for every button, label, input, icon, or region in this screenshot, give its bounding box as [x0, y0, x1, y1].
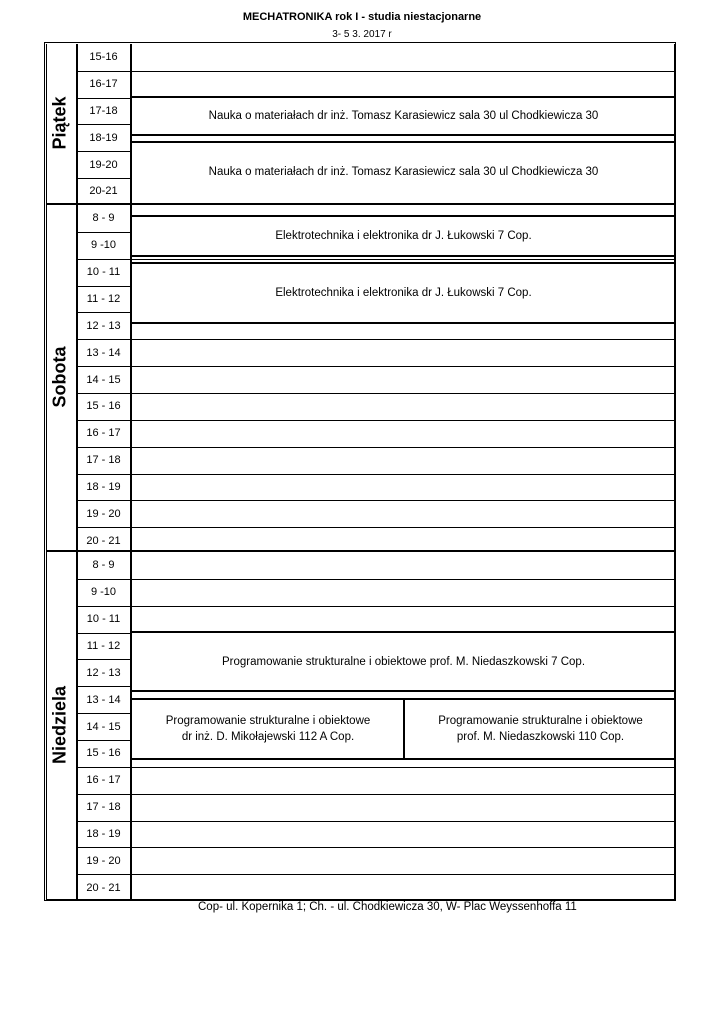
event-line: prof. M. Niedaszkowski 110 Cop.: [456, 731, 625, 743]
row-line: [77, 312, 130, 313]
event-text: Nauka o materiałach dr inż. Tomasz Karasiewicz sala 30 ul Chodkiewicza 30: [208, 110, 599, 122]
row-line: [77, 178, 130, 179]
time-slot-label: 16 - 17: [86, 774, 121, 786]
time-slot-label: 20-21: [89, 185, 118, 197]
row-line: [77, 821, 130, 822]
event-line: Programowanie strukturalne i obiektowe: [165, 715, 371, 727]
time-slot-label: 17-18: [89, 105, 118, 117]
day-label-friday: Piątek: [49, 96, 70, 150]
row-line: [77, 232, 130, 233]
row-line: [77, 847, 130, 848]
row-line: [132, 420, 674, 421]
time-slot-label: 12 - 13: [86, 667, 121, 679]
row-line: [132, 500, 674, 501]
time-slot-label: 19 - 20: [86, 855, 121, 867]
row-line: [77, 874, 130, 875]
time-slot-label: 17 - 18: [86, 454, 121, 466]
row-line: [132, 71, 674, 72]
time-slot-label: 16 - 17: [86, 427, 121, 439]
row-line: [77, 633, 130, 634]
time-slot-label: 11 - 12: [86, 640, 121, 652]
time-slot-label: 19-20: [89, 159, 118, 171]
event-border: [132, 255, 674, 257]
event-friday-2: [132, 143, 675, 200]
row-line: [132, 874, 674, 875]
row-line: [132, 821, 674, 822]
time-slot-label: 15-16: [89, 51, 118, 63]
row-line: [77, 420, 130, 421]
row-line: [132, 339, 674, 340]
event-sunday-1: [132, 633, 675, 690]
time-slot-label: 10 - 11: [86, 613, 121, 625]
row-line: [132, 847, 674, 848]
row-line: [77, 447, 130, 448]
time-slot-label: 19 - 20: [86, 508, 121, 520]
time-slot-label: 13 - 14: [86, 694, 121, 706]
time-slot-label: 20 - 21: [86, 535, 121, 547]
row-line: [77, 366, 130, 367]
event-border: [132, 758, 674, 760]
time-slot-label: 12 - 13: [86, 320, 121, 332]
time-slot-label: 17 - 18: [86, 801, 121, 813]
row-line: [77, 606, 130, 607]
event-border: [132, 322, 674, 324]
row-line: [132, 393, 674, 394]
time-slot-label: 8 - 9: [92, 559, 115, 571]
row-line: [132, 474, 674, 475]
section-divider: [46, 550, 676, 552]
row-line: [77, 500, 130, 501]
time-slot-label: 15 - 16: [86, 400, 121, 412]
time-slot-label: 14 - 15: [86, 374, 121, 386]
time-slot-label: 10 - 11: [86, 266, 121, 278]
event-sunday-2-left: [132, 700, 404, 758]
row-line: [77, 259, 130, 260]
event-saturday-2: [132, 264, 675, 322]
time-slot-label: 9 -10: [90, 586, 117, 598]
event-text: Nauka o materiałach dr inż. Tomasz Karasiewicz sala 30 ul Chodkiewicza 30: [208, 165, 599, 178]
row-line: [132, 447, 674, 448]
row-line: [132, 794, 674, 795]
row-line: [77, 98, 130, 99]
row-line: [77, 151, 130, 152]
event-text: Elektrotechnika i elektronika dr J. Łukowski 7 Cop.: [275, 230, 532, 242]
time-slot-label: 14 - 15: [86, 721, 121, 733]
event-sunday-2-right: [406, 700, 675, 758]
row-line: [77, 474, 130, 475]
grid-line: [76, 44, 78, 900]
row-line: [77, 713, 130, 714]
row-line: [132, 579, 674, 580]
row-line: [132, 606, 674, 607]
time-slot-label: 11 - 12: [86, 293, 121, 305]
footer-legend: Cop- ul. Kopernika 1; Ch. - ul. Chodkiewicza 30, W- Plac Weyssenhoffa 11: [198, 901, 577, 913]
time-slot-label: 8 - 9: [92, 212, 115, 224]
date-range: 3- 5 3. 2017 r: [332, 29, 392, 40]
time-slot-label: 16-17: [89, 78, 118, 90]
row-line: [77, 71, 130, 72]
time-slot-label: 15 - 16: [86, 747, 121, 759]
time-slot-label: 18 - 19: [86, 828, 121, 840]
row-line: [77, 124, 130, 125]
page-title: MECHATRONIKA rok I - studia niestacjonarne: [242, 11, 482, 23]
row-line: [77, 767, 130, 768]
row-line: [77, 686, 130, 687]
event-text: Elektrotechnika i elektronika dr J. Łukowski 7 Cop.: [275, 287, 532, 299]
event-friday-1: [132, 97, 675, 135]
row-line: [77, 527, 130, 528]
time-slot-label: 18 - 19: [86, 481, 121, 493]
time-slot-label: 18-19: [89, 132, 118, 144]
row-line: [77, 794, 130, 795]
row-line: [132, 259, 674, 260]
grid-line: [46, 44, 47, 900]
row-line: [77, 286, 130, 287]
event-text: Programowanie strukturalne i obiektowe prof. M. Niedaszkowski 7 Cop.: [221, 655, 586, 668]
section-divider: [46, 203, 676, 205]
row-line: [77, 393, 130, 394]
event-line: Programowanie strukturalne i obiektowe: [438, 715, 643, 727]
time-slot-label: 20 - 21: [86, 882, 121, 894]
event-saturday-1: [132, 217, 675, 255]
time-slot-label: 13 - 14: [86, 347, 121, 359]
row-line: [132, 767, 674, 768]
day-label-sunday: Niedziela: [49, 685, 70, 765]
row-line: [77, 339, 130, 340]
event-line: dr inż. D. Mikołajewski 112 A Cop.: [181, 731, 355, 743]
row-line: [77, 740, 130, 741]
row-line: [77, 579, 130, 580]
row-line: [132, 366, 674, 367]
event-border: [132, 690, 674, 692]
row-line: [77, 659, 130, 660]
day-label-saturday: Sobota: [49, 346, 70, 408]
time-slot-label: 9 -10: [90, 239, 117, 251]
row-line: [132, 527, 674, 528]
